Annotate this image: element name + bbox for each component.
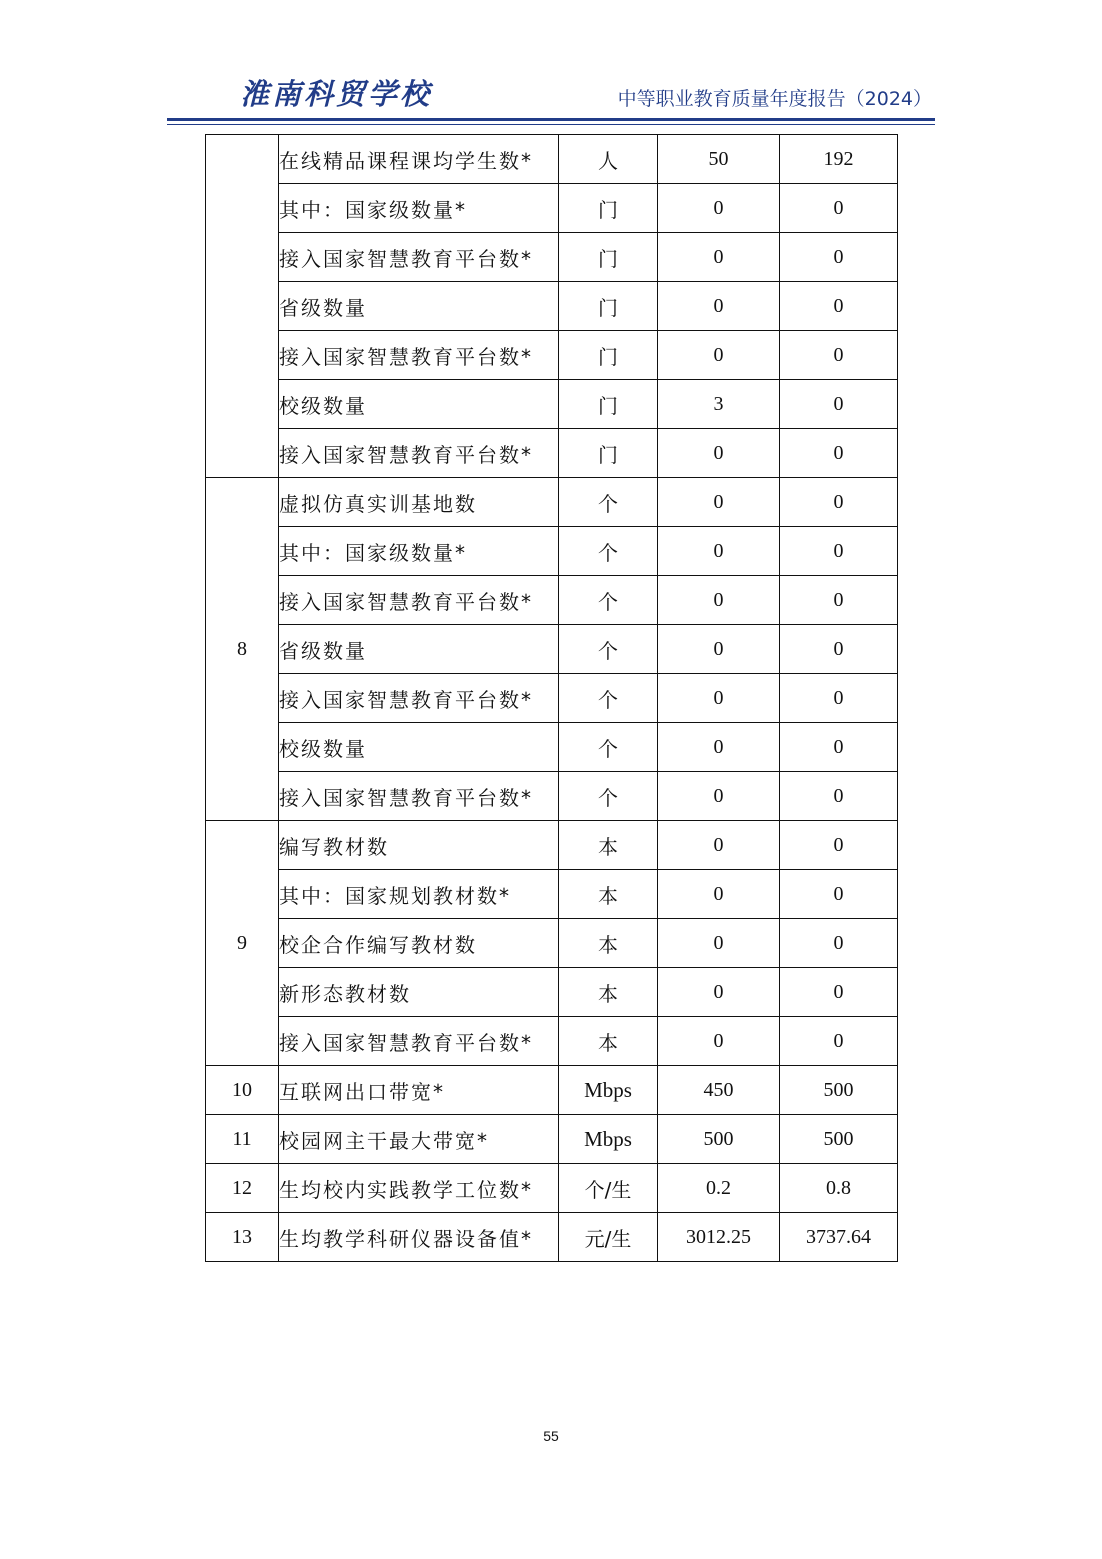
value-2023-cell: 0 xyxy=(658,576,780,625)
header-rule-thick xyxy=(167,118,935,121)
indicator-name-cell: 省级数量 xyxy=(279,282,559,331)
table-row xyxy=(206,282,898,331)
indicator-name-cell: 接入国家智慧教育平台数* xyxy=(279,233,559,282)
table-row xyxy=(206,331,898,380)
value-2023-cell: 0 xyxy=(658,478,780,527)
table-row xyxy=(206,135,898,184)
unit-cell: 元/生 xyxy=(559,1213,658,1262)
unit-cell: 本 xyxy=(559,919,658,968)
header-rule-thin xyxy=(167,124,935,125)
value-2023-cell: 0 xyxy=(658,625,780,674)
value-2023-cell: 0 xyxy=(658,233,780,282)
value-2024-cell: 0 xyxy=(780,184,898,233)
page-number: 55 xyxy=(543,1428,559,1444)
unit-cell: 门 xyxy=(559,331,658,380)
indicator-name-cell: 编写教材数 xyxy=(279,821,559,870)
unit-cell: 个 xyxy=(559,674,658,723)
unit-cell: 个/生 xyxy=(559,1164,658,1213)
value-2024-cell: 0 xyxy=(780,870,898,919)
value-2024-cell: 0 xyxy=(780,674,898,723)
indicator-name-cell: 新形态教材数 xyxy=(279,968,559,1017)
indicator-name-cell: 互联网出口带宽* xyxy=(279,1066,559,1115)
table-row xyxy=(206,233,898,282)
unit-cell: 门 xyxy=(559,380,658,429)
value-2023-cell: 0.2 xyxy=(658,1164,780,1213)
unit-cell: Mbps xyxy=(559,1066,658,1115)
value-2024-cell: 0 xyxy=(780,821,898,870)
table-row xyxy=(206,1066,898,1115)
indicator-name-cell: 接入国家智慧教育平台数* xyxy=(279,331,559,380)
indicator-name-cell: 校级数量 xyxy=(279,723,559,772)
value-2024-cell: 0 xyxy=(780,576,898,625)
value-2024-cell: 0.8 xyxy=(780,1164,898,1213)
unit-cell: 人 xyxy=(559,135,658,184)
indicator-name-cell: 接入国家智慧教育平台数* xyxy=(279,1017,559,1066)
unit-cell: 本 xyxy=(559,968,658,1017)
unit-cell: 个 xyxy=(559,527,658,576)
table-row xyxy=(206,772,898,821)
value-2024-cell: 0 xyxy=(780,282,898,331)
indicator-name-cell: 接入国家智慧教育平台数* xyxy=(279,429,559,478)
unit-cell: 个 xyxy=(559,723,658,772)
value-2024-cell: 0 xyxy=(780,429,898,478)
item-number-cell: 13 xyxy=(206,1213,279,1262)
indicator-name-cell: 接入国家智慧教育平台数* xyxy=(279,576,559,625)
value-2024-cell: 0 xyxy=(780,1017,898,1066)
unit-cell: 个 xyxy=(559,772,658,821)
unit-cell: 门 xyxy=(559,233,658,282)
value-2024-cell: 0 xyxy=(780,527,898,576)
value-2024-cell: 0 xyxy=(780,331,898,380)
table-row xyxy=(206,625,898,674)
school-name-logo: 淮南科贸学校 xyxy=(240,77,433,111)
table-row xyxy=(206,429,898,478)
unit-cell: 门 xyxy=(559,184,658,233)
value-2023-cell: 0 xyxy=(658,527,780,576)
value-2024-cell: 0 xyxy=(780,968,898,1017)
value-2023-cell: 0 xyxy=(658,821,780,870)
unit-cell: 个 xyxy=(559,576,658,625)
unit-cell: 本 xyxy=(559,821,658,870)
indicator-table xyxy=(205,134,898,1262)
indicator-name-cell: 在线精品课程课均学生数* xyxy=(279,135,559,184)
indicator-name-cell: 校级数量 xyxy=(279,380,559,429)
item-number-cell: 11 xyxy=(206,1115,279,1164)
value-2023-cell: 0 xyxy=(658,674,780,723)
unit-cell: 本 xyxy=(559,870,658,919)
indicator-name-cell: 校企合作编写教材数 xyxy=(279,919,559,968)
value-2023-cell: 0 xyxy=(658,772,780,821)
table-row xyxy=(206,576,898,625)
item-number-cell: 12 xyxy=(206,1164,279,1213)
value-2023-cell: 50 xyxy=(658,135,780,184)
table-row xyxy=(206,1017,898,1066)
value-2024-cell: 192 xyxy=(780,135,898,184)
table-row xyxy=(206,919,898,968)
table-row xyxy=(206,1115,898,1164)
table-row xyxy=(206,1213,898,1262)
value-2023-cell: 0 xyxy=(658,1017,780,1066)
value-2023-cell: 0 xyxy=(658,870,780,919)
indicator-name-cell: 虚拟仿真实训基地数 xyxy=(279,478,559,527)
indicator-name-cell: 生均校内实践教学工位数* xyxy=(279,1164,559,1213)
value-2023-cell: 0 xyxy=(658,331,780,380)
value-2023-cell: 0 xyxy=(658,429,780,478)
unit-cell: 门 xyxy=(559,282,658,331)
indicator-name-cell: 其中：国家级数量* xyxy=(279,184,559,233)
table-row xyxy=(206,1164,898,1213)
table-row xyxy=(206,968,898,1017)
value-2023-cell: 500 xyxy=(658,1115,780,1164)
unit-cell: Mbps xyxy=(559,1115,658,1164)
table-row xyxy=(206,674,898,723)
value-2024-cell: 3737.64 xyxy=(780,1213,898,1262)
value-2024-cell: 0 xyxy=(780,723,898,772)
page-header xyxy=(0,0,1102,130)
item-number-cell: 8 xyxy=(206,478,279,821)
unit-cell: 门 xyxy=(559,429,658,478)
value-2023-cell: 0 xyxy=(658,282,780,331)
value-2023-cell: 0 xyxy=(658,968,780,1017)
unit-cell: 个 xyxy=(559,478,658,527)
value-2023-cell: 0 xyxy=(658,184,780,233)
unit-cell: 个 xyxy=(559,625,658,674)
indicator-name-cell: 其中：国家规划教材数* xyxy=(279,870,559,919)
indicator-name-cell: 校园网主干最大带宽* xyxy=(279,1115,559,1164)
value-2024-cell: 500 xyxy=(780,1115,898,1164)
table-row xyxy=(206,821,898,870)
value-2024-cell: 0 xyxy=(780,380,898,429)
indicator-name-cell: 其中：国家级数量* xyxy=(279,527,559,576)
table-row xyxy=(206,723,898,772)
value-2024-cell: 0 xyxy=(780,233,898,282)
item-number-cell: 9 xyxy=(206,821,279,1066)
value-2024-cell: 0 xyxy=(780,772,898,821)
unit-cell: 本 xyxy=(559,1017,658,1066)
value-2023-cell: 3012.25 xyxy=(658,1213,780,1262)
value-2023-cell: 450 xyxy=(658,1066,780,1115)
table-row xyxy=(206,380,898,429)
report-title: 中等职业教育质量年度报告（2024） xyxy=(617,88,932,110)
value-2024-cell: 0 xyxy=(780,625,898,674)
value-2023-cell: 0 xyxy=(658,723,780,772)
indicator-name-cell: 接入国家智慧教育平台数* xyxy=(279,772,559,821)
value-2023-cell: 0 xyxy=(658,919,780,968)
indicator-name-cell: 省级数量 xyxy=(279,625,559,674)
value-2023-cell: 3 xyxy=(658,380,780,429)
item-number-cell xyxy=(206,135,279,478)
indicator-name-cell: 生均教学科研仪器设备值* xyxy=(279,1213,559,1262)
indicator-name-cell: 接入国家智慧教育平台数* xyxy=(279,674,559,723)
table-row xyxy=(206,527,898,576)
item-number-cell: 10 xyxy=(206,1066,279,1115)
value-2024-cell: 500 xyxy=(780,1066,898,1115)
table-row xyxy=(206,184,898,233)
value-2024-cell: 0 xyxy=(780,478,898,527)
table-row xyxy=(206,870,898,919)
value-2024-cell: 0 xyxy=(780,919,898,968)
table-row xyxy=(206,478,898,527)
